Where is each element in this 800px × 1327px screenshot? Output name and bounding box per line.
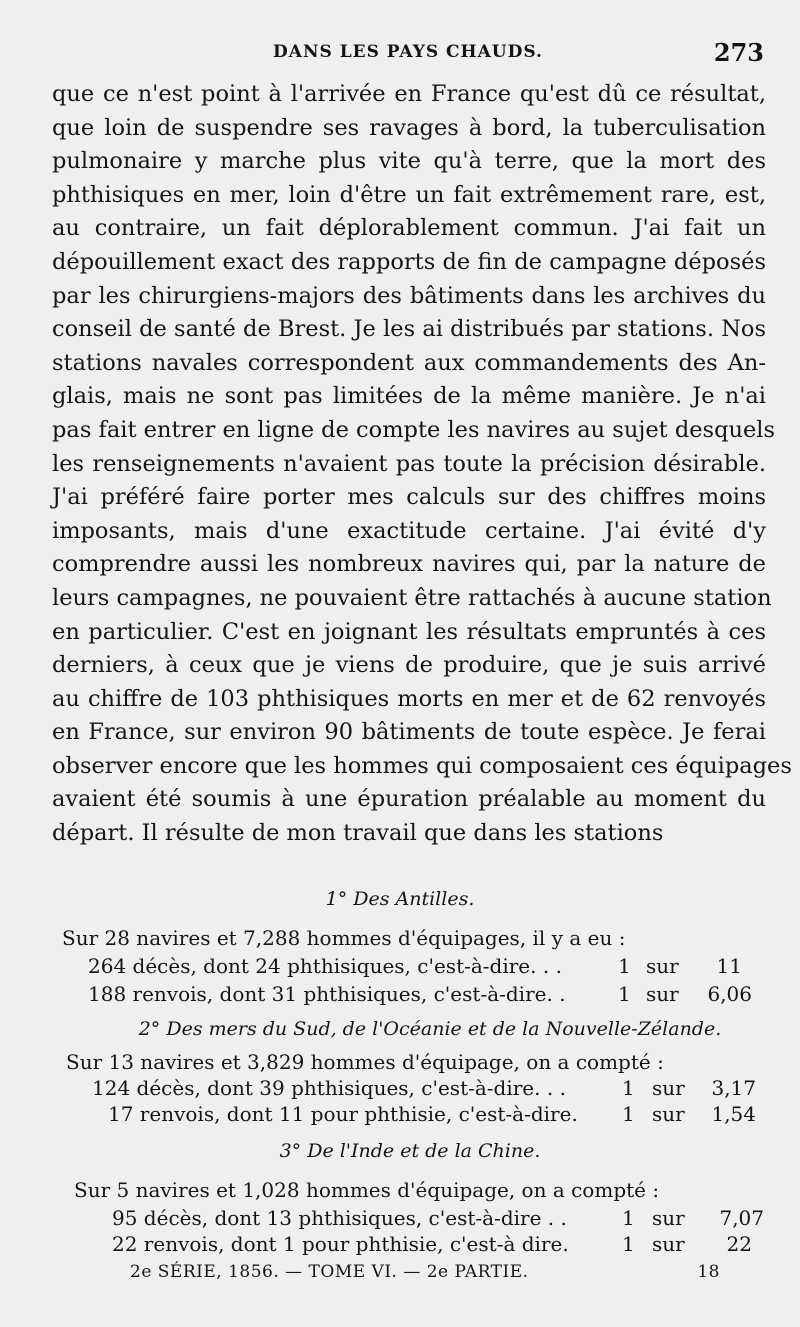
text-line: au contraire, un fait déplorablement commun. J'ai fait un — [52, 215, 766, 242]
section-intro-mers-du-sud: Sur 13 navires et 3,829 hommes d'équipage, on a compté : — [66, 1050, 664, 1074]
text-line: les renseignements n'avaient pas toute la précision désirable. — [52, 450, 766, 477]
stat-one: 1 — [622, 1102, 635, 1126]
signature-mark: 2e SÉRIE, 1856. — TOME VI. — 2e PARTIE. — [130, 1262, 529, 1282]
text-line: observer encore que les hommes qui composaient ces équipages — [52, 752, 792, 779]
text-line: au chiffre de 103 phthisiques morts en mer et de 62 renvoyés — [52, 685, 766, 712]
stat-row — [88, 954, 758, 982]
body-paragraph — [52, 78, 792, 851]
text-line: que loin de suspendre ses ravages à bord, la tuberculisation — [52, 114, 766, 141]
section-intro-antilles: Sur 28 navires et 7,288 hommes d'équipages, il y a eu : — [62, 926, 626, 950]
text-line: en France, sur environ 90 bâtiments de toute espèce. Je ferai — [52, 719, 766, 746]
stat-sur: sur — [646, 982, 679, 1006]
text-line: dépouillement exact des rapports de fin de campagne déposés — [52, 248, 766, 275]
stat-description: 95 décès, dont 13 phthisiques, c'est-à-dire . . — [112, 1206, 567, 1230]
text-line: en particulier. C'est en joignant les résultats empruntés à ces — [52, 618, 766, 645]
stat-ratio: 11 — [716, 954, 742, 978]
stat-row — [92, 1076, 762, 1104]
stat-one: 1 — [622, 1076, 635, 1100]
stat-sur: sur — [652, 1076, 685, 1100]
section-heading-antilles: 1° Des Antilles. — [325, 888, 475, 910]
stat-ratio: 3,17 — [711, 1076, 756, 1100]
text-line: conseil de santé de Brest. Je les ai distribués par stations. Nos — [52, 316, 766, 343]
stat-ratio: 1,54 — [711, 1102, 756, 1126]
text-line: avaient été soumis à une épuration préalable au moment du — [52, 786, 766, 813]
stat-one: 1 — [618, 954, 631, 978]
stat-row — [112, 1206, 766, 1234]
stat-sur: sur — [652, 1206, 685, 1230]
stat-row — [112, 1232, 766, 1260]
section-intro-inde-chine: Sur 5 navires et 1,028 hommes d'équipage, on a compté : — [74, 1178, 660, 1202]
stat-ratio: 6,06 — [707, 982, 752, 1006]
stat-row — [88, 982, 758, 1010]
stat-description: 264 décès, dont 24 phthisiques, c'est-à-dire. . . — [88, 954, 562, 978]
signature-folio: 18 — [697, 1262, 720, 1282]
stat-ratio: 22 — [726, 1232, 752, 1256]
text-line: pas fait entrer en ligne de compte les navires au sujet desquels — [52, 416, 776, 443]
text-line: pulmonaire y marche plus vite qu'à terre, que la mort des — [52, 148, 766, 175]
text-line: départ. Il résulte de mon travail que dans les stations — [52, 820, 664, 847]
section-heading-inde-chine: 3° De l'Inde et de la Chine. — [279, 1140, 541, 1162]
stat-one: 1 — [622, 1206, 635, 1230]
stat-one: 1 — [618, 982, 631, 1006]
stat-one: 1 — [622, 1232, 635, 1256]
stat-description: 188 renvois, dont 31 phthisiques, c'est-à-dire. . — [88, 982, 566, 1006]
stat-sur: sur — [646, 954, 679, 978]
stat-sur: sur — [652, 1232, 685, 1256]
running-title: DANS LES PAYS CHAUDS. — [273, 42, 543, 62]
stat-ratio: 7,07 — [719, 1206, 764, 1230]
text-line: derniers, à ceux que je viens de produire, que je suis arrivé — [52, 652, 766, 679]
stat-description: 17 renvois, dont 11 pour phthisie, c'est-à-dire. — [108, 1102, 578, 1126]
text-line: J'ai préféré faire porter mes calculs sur des chiffres moins — [52, 484, 766, 511]
stat-sur: sur — [652, 1102, 685, 1126]
text-line: par les chirurgiens-majors des bâtiments dans les archives du — [52, 282, 766, 309]
page-number: 273 — [713, 38, 764, 67]
text-line: imposants, mais d'une exactitude certaine. J'ai évité d'y — [52, 517, 766, 544]
text-line: phthisiques en mer, loin d'être un fait extrêmement rare, est, — [52, 181, 766, 208]
text-line: leurs campagnes, ne pouvaient être rattachés à aucune station — [52, 584, 772, 611]
text-line: glais, mais ne sont pas limitées de la même manière. Je n'ai — [52, 383, 766, 410]
stat-description: 22 renvois, dont 1 pour phthisie, c'est-à dire. — [112, 1232, 569, 1256]
text-line: que ce n'est point à l'arrivée en France qu'est dû ce résultat, — [52, 81, 766, 107]
running-head — [52, 38, 764, 68]
section-heading-mers-du-sud: 2° Des mers du Sud, de l'Océanie et de la Nouvelle-Zélande. — [138, 1018, 722, 1040]
text-line: stations navales correspondent aux commandements des An- — [52, 349, 766, 376]
stat-row — [108, 1102, 762, 1130]
stat-description: 124 décès, dont 39 phthisiques, c'est-à-dire. . . — [92, 1076, 566, 1100]
text-line: comprendre aussi les nombreux navires qui, par la nature de — [52, 551, 766, 578]
